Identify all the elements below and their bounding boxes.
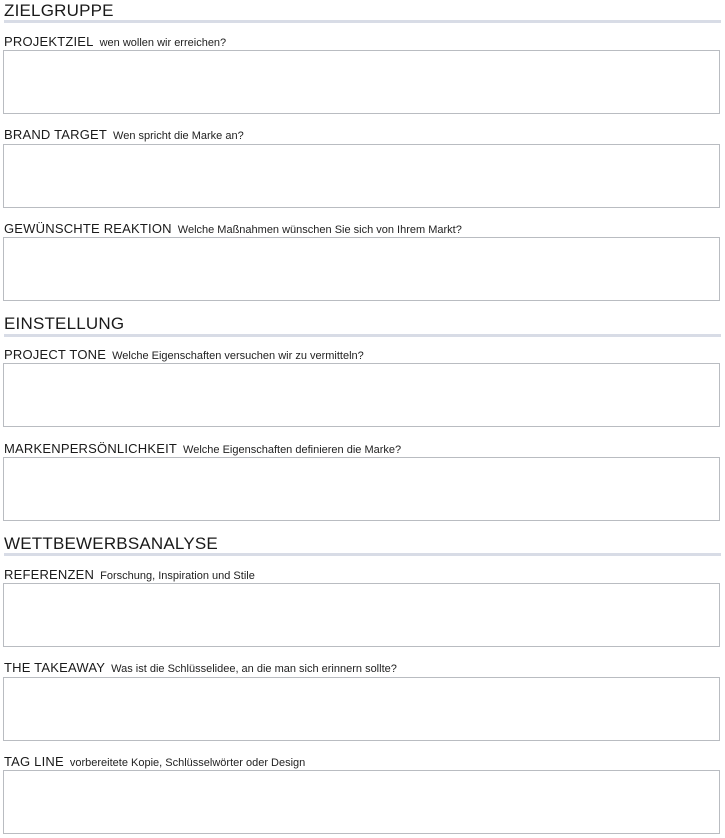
section-divider <box>4 20 721 23</box>
field-label-projektziel <box>4 34 721 50</box>
projektziel-input[interactable] <box>3 50 720 114</box>
markenpersoenlichkeit-input[interactable] <box>3 457 720 521</box>
tag-line-input[interactable] <box>3 770 720 834</box>
field-title: THE TAKEAWAY <box>4 660 106 675</box>
field-hint: Welche Eigenschaften versuchen wir zu vermitteln? <box>112 350 364 362</box>
field-label-gewuenschte-reaktion <box>4 221 721 237</box>
project-tone-input[interactable] <box>3 363 720 427</box>
field-hint: Was ist die Schlüsselidee, an die man sich erinnern sollte? <box>111 663 397 675</box>
section-heading-wettbewerbsanalyse: WETTBEWERBSANALYSE <box>4 534 218 553</box>
field-label-the-takeaway <box>4 660 721 676</box>
field-title: MARKENPERSÖNLICHKEIT <box>4 441 178 456</box>
section-heading-einstellung: EINSTELLUNG <box>4 314 125 333</box>
section-divider <box>4 553 721 556</box>
field-title: BRAND TARGET <box>4 127 108 142</box>
field-title: PROJEKTZIEL <box>4 34 94 49</box>
field-title: REFERENZEN <box>4 567 95 582</box>
field-title: TAG LINE <box>4 754 64 769</box>
the-takeaway-input[interactable] <box>3 677 720 741</box>
section-heading-zielgruppe: ZIELGRUPPE <box>4 1 114 20</box>
field-label-referenzen <box>4 567 721 583</box>
field-hint: vorbereitete Kopie, Schlüsselwörter oder Design <box>69 757 306 769</box>
field-label-tag-line <box>4 754 721 770</box>
field-label-project-tone <box>4 347 721 363</box>
gewuenschte-reaktion-input[interactable] <box>3 237 720 301</box>
brand-target-input[interactable] <box>3 144 720 208</box>
field-hint: Welche Eigenschaften definieren die Marke? <box>183 444 402 456</box>
field-label-markenpersoenlichkeit <box>4 441 721 457</box>
field-hint: Welche Maßnahmen wünschen Sie sich von Ihrem Markt? <box>177 224 462 236</box>
field-label-brand-target <box>4 127 721 143</box>
field-hint: Forschung, Inspiration und Stile <box>100 570 255 582</box>
field-hint: Wen spricht die Marke an? <box>113 130 244 142</box>
referenzen-input[interactable] <box>3 583 720 647</box>
field-hint: wen wollen wir erreichen? <box>99 37 227 49</box>
field-title: GEWÜNSCHTE REAKTION <box>4 221 172 236</box>
field-title: PROJECT TONE <box>4 347 107 362</box>
section-divider <box>4 334 721 337</box>
